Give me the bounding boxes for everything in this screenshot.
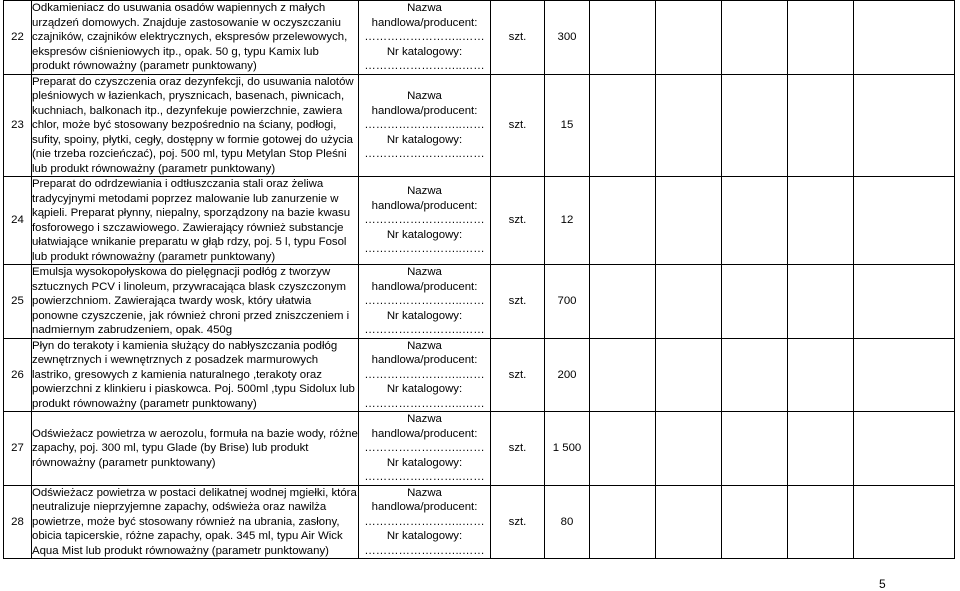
product-name-label: Nazwa <box>407 486 442 499</box>
item-description: Odkamieniacz do usuwania osadów wapiennych z małych urządzeń domowych. Znajduje zastosowanie w oczyszczaniu czajników, czajników elektrycznych, ekspresów przelewowych, ekspresów ciśnieniowych itp., opak. 50 g, typu Kamix lub produkt równoważny (parametr punktowany) <box>32 1 359 75</box>
blank-cell <box>656 1 722 75</box>
row-number: 27 <box>4 412 32 486</box>
unit-cell: szt. <box>491 177 545 265</box>
catalog-number-dots: ……………………..…… <box>364 471 485 483</box>
row-number: 28 <box>4 485 32 559</box>
quantity-cell: 1 500 <box>545 412 590 486</box>
catalog-number-label: Nr katalogowy: <box>386 228 463 241</box>
unit-cell: szt. <box>491 485 545 559</box>
catalog-number-dots: ……………………..…… <box>364 148 485 160</box>
blank-cell <box>656 177 722 265</box>
blank-cell <box>854 338 955 412</box>
product-producent-label: handlowa/producent: <box>371 199 478 212</box>
blank-cell <box>656 338 722 412</box>
blank-cell <box>722 338 788 412</box>
table-row <box>4 265 955 339</box>
quantity-cell: 15 <box>545 74 590 177</box>
product-name-label: Nazwa <box>407 90 442 102</box>
item-description: Odświeżacz powietrza w postaci delikatnej wodnej mgiełki, która neutralizuje nieprzyjemne zapachy, odświeża oraz nawilża powietrze, może być stosowany również na ubrania, zasłony, obicia tapicerskie, różne zapachy, opak. 345 ml, typu Air Wick Aqua Mist lub produkt równoważny (parametr punktowany) <box>32 486 357 557</box>
product-name-label: Nazwa <box>407 2 442 14</box>
blank-cell <box>656 485 722 559</box>
row-number: 26 <box>4 338 32 412</box>
table-row <box>4 74 955 177</box>
catalog-number-dots: ……………………..…… <box>364 60 485 72</box>
blank-cell <box>656 74 722 177</box>
table-row <box>4 485 955 559</box>
product-name-field <box>359 412 491 486</box>
item-description: Preparat do odrdzewiania i odtłuszczania stali oraz żeliwa tradycyjnymi metodami poprzez malowanie lub zanurzenie w kąpieli. Preparat płynny, niepalny, sporządzony na bazie kwasu fosforowego i szczawiowego. Zawierający również substancje ułatwiające wnikanie preparatu w głąb rdzy, poj. 5 l, typu Fosol lub produkt równoważny (parametr punktowany) <box>32 177 359 265</box>
product-name-dots: ……………………..…… <box>364 368 485 381</box>
product-name-dots: ……………………..…… <box>364 119 485 131</box>
product-name-label: Nazwa <box>407 339 442 352</box>
blank-cell <box>722 74 788 177</box>
specification-table <box>3 0 955 559</box>
quantity-cell: 12 <box>545 177 590 265</box>
catalog-number-dots: ……………………..…… <box>364 397 485 410</box>
page-number: 5 <box>879 577 886 591</box>
catalog-number-label: Nr katalogowy: <box>386 383 463 395</box>
unit-cell: szt. <box>491 265 545 339</box>
blank-cell <box>788 412 854 486</box>
product-name-label: Nazwa <box>407 266 442 278</box>
item-description: Odświeżacz powietrza w aerozolu, formuła na bazie wody, różne zapachy, poj. 300 ml, typu Glade (by Brise) lub produkt równoważny (parametr punktowany) <box>32 412 359 486</box>
product-name-dots: ……………………..…… <box>364 295 485 307</box>
quantity-cell: 80 <box>545 485 590 559</box>
table-row <box>4 338 955 412</box>
product-producent-label: handlowa/producent: <box>371 16 478 29</box>
product-producent-label: handlowa/producent: <box>371 501 478 513</box>
product-name-field <box>359 265 491 339</box>
table-row <box>4 412 955 486</box>
quantity-cell: 300 <box>545 1 590 75</box>
product-producent-label: handlowa/producent: <box>371 354 478 366</box>
unit-cell: szt. <box>491 412 545 486</box>
blank-cell <box>854 1 955 75</box>
catalog-number-dots: ……………………..…… <box>364 544 485 557</box>
item-description: Emulsja wysokopołyskowa do pielęgnacji podłóg z tworzyw sztucznych PCV i linoleum, przywracająca blask czyszczonym powierzchniom. Zawierająca twardy wosk, który ułatwia ponowne czyszczenie, jak również chroni przed zniszczeniem i nadmiernym zabrudzeniem, opak. 450g <box>32 265 359 339</box>
row-number: 24 <box>4 177 32 265</box>
product-name-field <box>359 177 491 265</box>
product-name-field <box>359 338 491 412</box>
blank-cell <box>854 485 955 559</box>
product-name-dots: ……………………..…… <box>364 515 485 528</box>
product-name-field <box>359 1 491 75</box>
unit-cell: szt. <box>491 74 545 177</box>
blank-cell <box>722 177 788 265</box>
product-name-field <box>359 74 491 177</box>
quantity-cell: 200 <box>545 338 590 412</box>
blank-cell <box>788 485 854 559</box>
blank-cell <box>590 265 656 339</box>
catalog-number-label: Nr katalogowy: <box>386 133 463 146</box>
blank-cell <box>722 485 788 559</box>
blank-cell <box>722 1 788 75</box>
blank-cell <box>656 412 722 486</box>
blank-cell <box>590 412 656 486</box>
product-producent-label: handlowa/producent: <box>371 427 478 440</box>
blank-cell <box>590 177 656 265</box>
catalog-number-label: Nr katalogowy: <box>386 456 463 469</box>
product-producent-label: handlowa/producent: <box>371 104 478 117</box>
blank-cell <box>722 265 788 339</box>
item-description: Płyn do terakoty i kamienia służący do nabłyszczania podłóg zewnętrznych i wewnętrznych z posadzek marmurowych lastriko, gresowych z kamienia naturalnego ,terakoty oraz powierzchni z klinkieru i piaskowca. Poj. 500ml ,typu Sidolux lub produkt równoważny (parametr punktowany) <box>32 338 359 412</box>
blank-cell <box>590 74 656 177</box>
blank-cell <box>788 74 854 177</box>
quantity-cell: 700 <box>545 265 590 339</box>
product-name-field <box>359 485 491 559</box>
blank-cell <box>788 177 854 265</box>
blank-cell <box>590 485 656 559</box>
blank-cell <box>854 265 955 339</box>
unit-cell: szt. <box>491 1 545 75</box>
row-number: 25 <box>4 265 32 339</box>
blank-cell <box>854 412 955 486</box>
catalog-number-label: Nr katalogowy: <box>386 530 463 542</box>
product-name-dots: ……………………..…… <box>364 442 485 454</box>
row-number: 23 <box>4 74 32 177</box>
product-name-dots: ……………………..…… <box>364 31 485 43</box>
product-name-label: Nazwa <box>407 185 442 198</box>
blank-cell <box>722 412 788 486</box>
row-number: 22 <box>4 1 32 75</box>
unit-cell: szt. <box>491 338 545 412</box>
blank-cell <box>590 338 656 412</box>
item-description: Preparat do czyszczenia oraz dezynfekcji, do usuwania nalotów pleśniowych w łazienkach, prysznicach, basenach, piwnicach, kuchniach, balkonach itp., dezynfekuje powierzchnie, zawiera chlor, może być stosowany bezpośrednio na ściany, podłogi, sufity, spoiny, płytki, cegły, dostępny w formie gotowej do użycia (nie trzeba rozcieńczać), poj. 500 ml, typu Metylan Stop Pleśni lub produkt równoważny (parametr punktowany) <box>32 74 359 177</box>
blank-cell <box>854 177 955 265</box>
product-name-dots: ……………………..…… <box>364 214 485 227</box>
blank-cell <box>656 265 722 339</box>
blank-cell <box>788 1 854 75</box>
product-producent-label: handlowa/producent: <box>371 280 478 293</box>
catalog-number-label: Nr katalogowy: <box>386 309 463 322</box>
blank-cell <box>590 1 656 75</box>
blank-cell <box>788 338 854 412</box>
catalog-number-label: Nr katalogowy: <box>386 45 463 58</box>
product-name-label: Nazwa <box>407 413 442 425</box>
table-row <box>4 177 955 265</box>
blank-cell <box>788 265 854 339</box>
blank-cell <box>854 74 955 177</box>
catalog-number-dots: ……………………..…… <box>364 324 485 336</box>
catalog-number-dots: ……………………..…… <box>364 243 485 256</box>
table-row <box>4 1 955 75</box>
